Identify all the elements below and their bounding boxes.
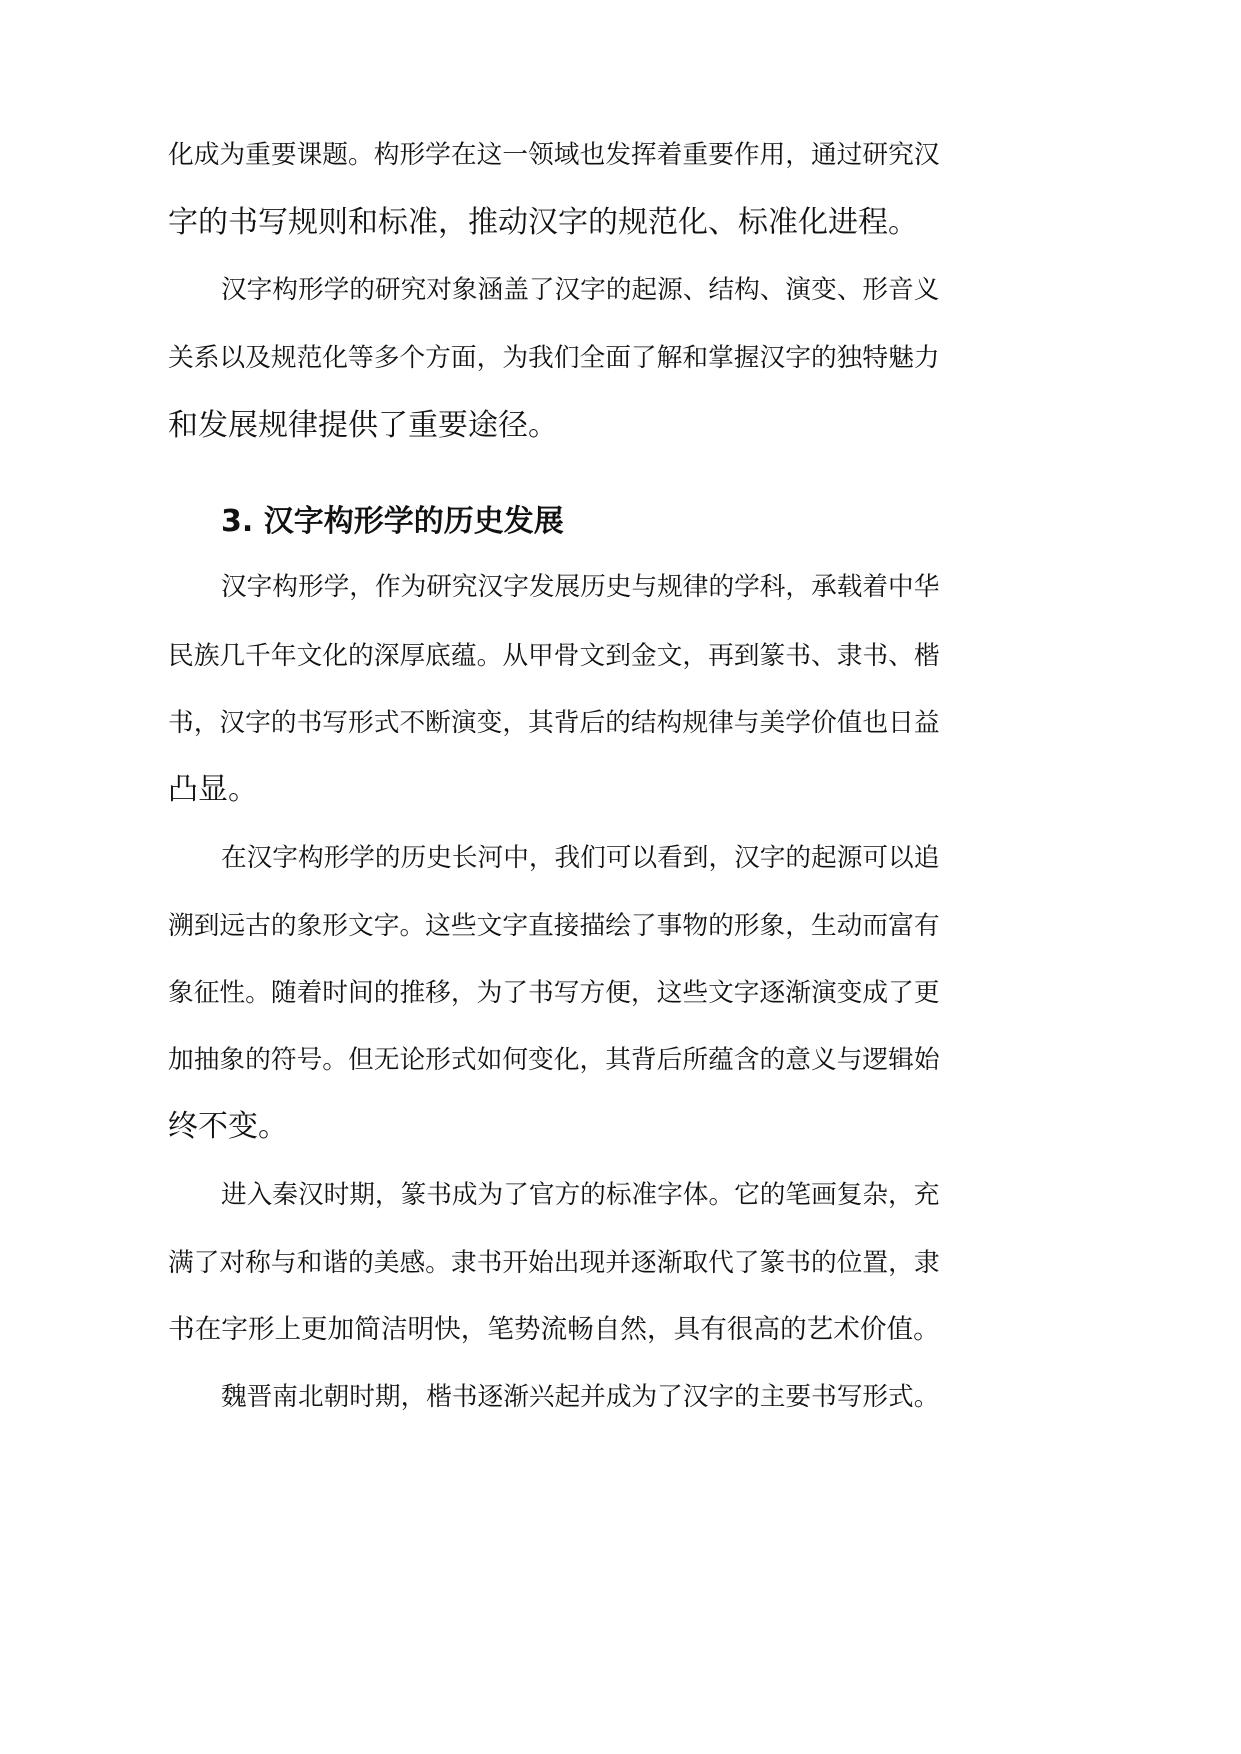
text-line: 进入秦汉时期，篆书成为了官方的标准字体。它的笔画复杂，充: [221, 1180, 940, 1210]
paragraph-3-line-2: [0, 626, 1241, 686]
text-line: 书，汉字的书写形式不断演变，其背后的结构规律与美学价值也日益: [168, 708, 940, 738]
paragraph-4-line-4: [0, 1030, 1241, 1090]
text-line: 民族几千年文化的深厚底蕴。从甲骨文到金文，再到篆书、隶书、楷: [168, 641, 940, 671]
paragraph-2-line-1: [0, 260, 1241, 320]
paragraph-5-line-3: [0, 1300, 1241, 1360]
paragraph-3-line-1: [0, 557, 1241, 617]
paragraph-2-line-3: [0, 396, 1241, 456]
text-line: 字的书写规则和标准，推动汉字的规范化、标准化进程。: [168, 205, 918, 240]
paragraph-2-line-2: [0, 328, 1241, 388]
text-line: 溯到远古的象形文字。这些文字直接描绘了事物的形象，生动而富有: [168, 911, 940, 941]
text-line: 满了对称与和谐的美感。隶书开始出现并逐渐取代了篆书的位置，隶: [168, 1248, 940, 1278]
text-line: 汉字构形学的研究对象涵盖了汉字的起源、结构、演变、形音义: [221, 275, 940, 305]
section-heading: [0, 492, 1241, 552]
section-heading-text: 3. 汉字构形学的历史发展: [221, 504, 564, 539]
paragraph-1-line-2: [0, 193, 1241, 253]
text-line: 书在字形上更加简洁明快，笔势流畅自然，具有很高的艺术价值。: [168, 1314, 940, 1345]
text-line: 魏晋南北朝时期，楷书逐渐兴起并成为了汉字的主要书写形式。: [221, 1382, 940, 1412]
paragraph-5-line-1: [0, 1165, 1241, 1225]
paragraph-6-line-1: [0, 1367, 1241, 1427]
text-line: 化成为重要课题。构形学在这一领域也发挥着重要作用，通过研究汉: [168, 140, 940, 170]
text-line: 象征性。随着时间的推移，为了书写方便，这些文字逐渐演变成了更: [168, 978, 940, 1008]
paragraph-4-line-2: [0, 896, 1241, 956]
paragraph-4-line-1: [0, 828, 1241, 888]
paragraph-3-line-3: [0, 693, 1241, 753]
paragraph-5-line-2: [0, 1233, 1241, 1293]
text-line: 加抽象的符号。但无论形式如何变化，其背后所蕴含的意义与逻辑始: [168, 1045, 940, 1075]
paragraph-1-line-1: [0, 125, 1241, 185]
text-line: 汉字构形学，作为研究汉字发展历史与规律的学科，承载着中华: [221, 572, 940, 602]
text-line: 凸显。: [168, 772, 258, 807]
paragraph-4-line-5: [0, 1097, 1241, 1157]
paragraph-3-line-4: [0, 760, 1241, 820]
text-line: 终不变。: [168, 1109, 288, 1144]
text-line: 在汉字构形学的历史长河中，我们可以看到，汉字的起源可以追: [221, 843, 940, 873]
paragraph-4-line-3: [0, 963, 1241, 1023]
text-line: 关系以及规范化等多个方面，为我们全面了解和掌握汉字的独特魅力: [168, 343, 940, 373]
text-line: 和发展规律提供了重要途径。: [168, 408, 558, 443]
